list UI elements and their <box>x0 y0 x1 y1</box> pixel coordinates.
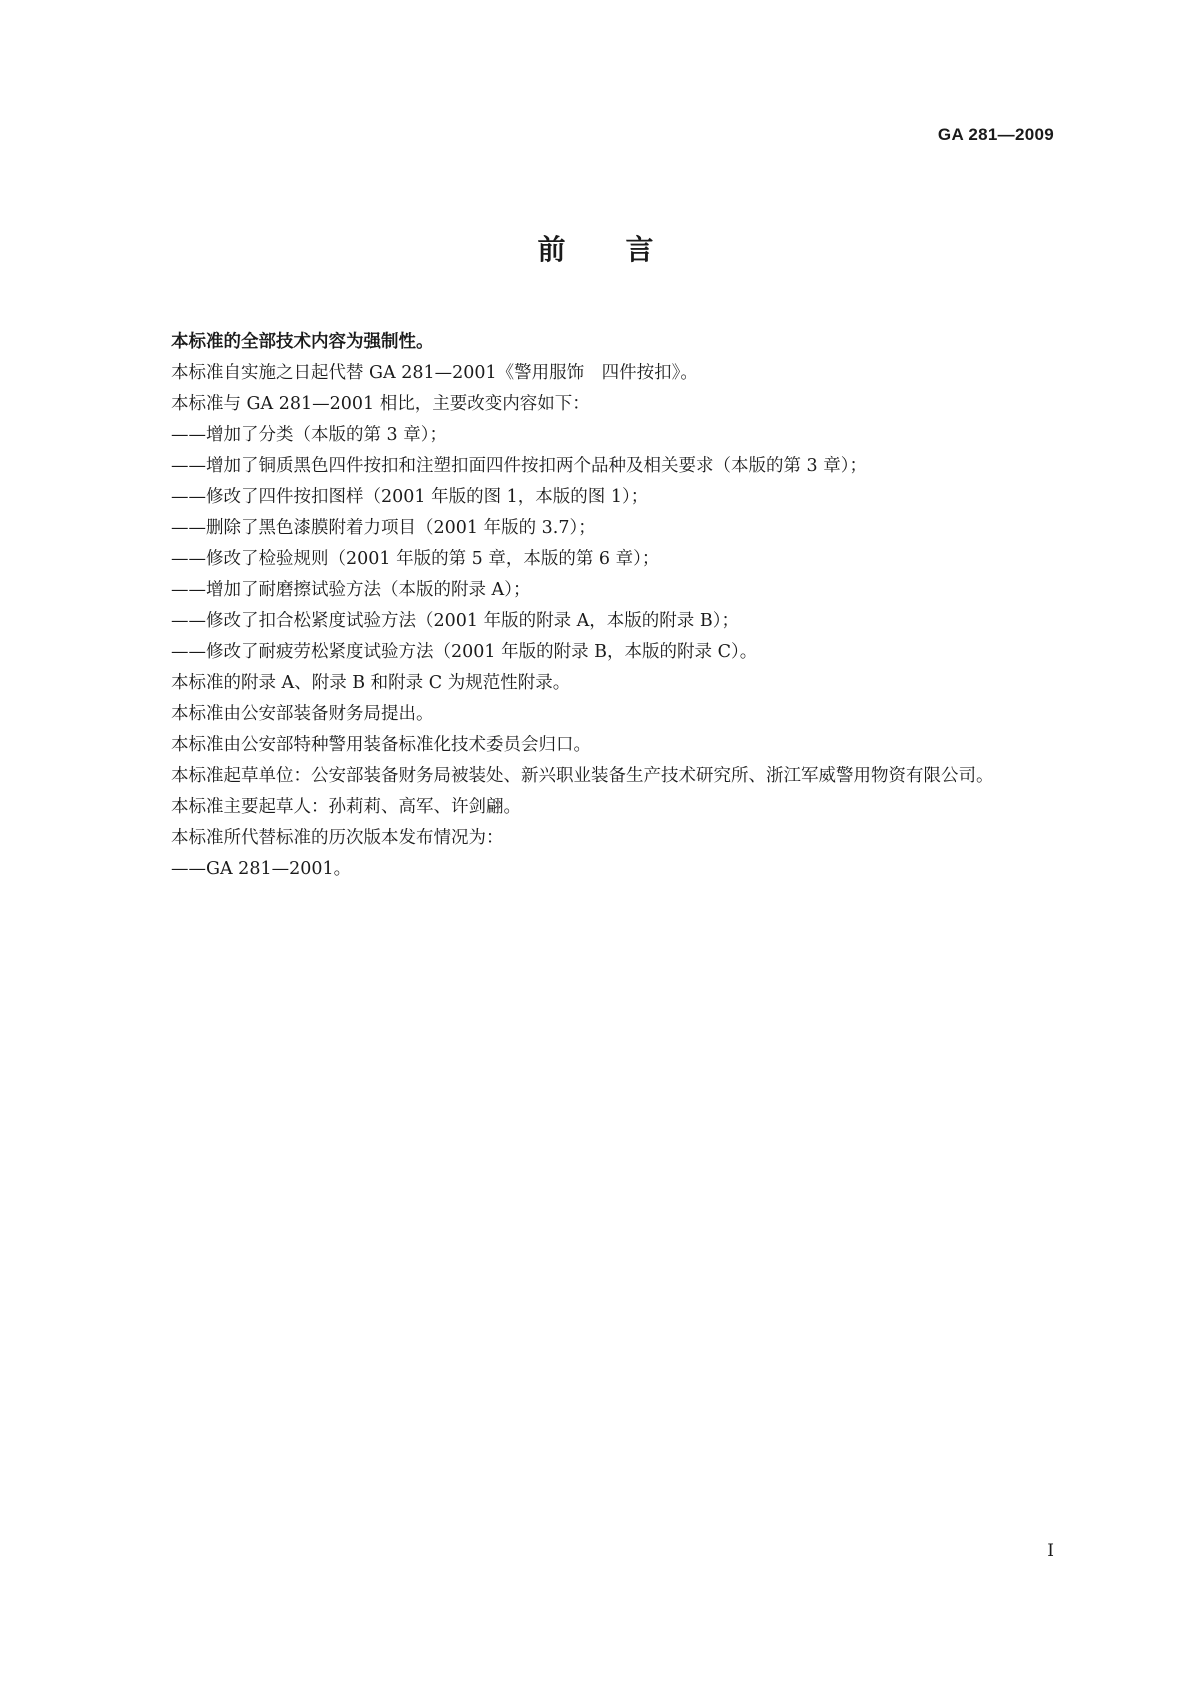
paragraph-annexes: 本标准的附录 A、附录 B 和附录 C 为规范性附录。 <box>171 673 571 693</box>
history-item: ——GA 281—2001。 <box>171 859 352 879</box>
change-item: ——修改了四件按扣图样（2001 年版的图 1，本版的图 1）； <box>171 487 649 507</box>
change-item: ——增加了铜质黑色四件按扣和注塑扣面四件按扣两个品种及相关要求（本版的第 3 章）； <box>171 456 868 476</box>
paragraph-committee: 本标准由公安部特种警用装备标准化技术委员会归口。 <box>171 735 591 755</box>
paragraph-drafting-units: 本标准起草单位：公安部装备财务局被装处、新兴职业装备生产技术研究所、浙江军威警用物资有限公司。 <box>171 766 994 786</box>
page-number: I <box>1047 1541 1054 1561</box>
paragraph-mandatory-statement: 本标准的全部技术内容为强制性。 <box>171 332 434 352</box>
change-item: ——删除了黑色漆膜附着力项目（2001 年版的 3.7）； <box>171 518 596 538</box>
standard-code-header: GA 281—2009 <box>937 125 1054 144</box>
change-item: ——增加了分类（本版的第 3 章）； <box>171 425 448 445</box>
change-item: ——修改了扣合松紧度试验方法（2001 年版的附录 A，本版的附录 B）； <box>171 611 739 631</box>
change-item: ——增加了耐磨擦试验方法（本版的附录 A）； <box>171 580 531 600</box>
paragraph-changes-intro: 本标准与 GA 281—2001 相比，主要改变内容如下： <box>171 394 590 414</box>
paragraph-drafters: 本标准主要起草人：孙莉莉、高军、许剑翩。 <box>171 797 521 817</box>
change-item: ——修改了检验规则（2001 年版的第 5 章，本版的第 6 章）； <box>171 549 660 569</box>
paragraph-proposer: 本标准由公安部装备财务局提出。 <box>171 704 434 724</box>
paragraph-replacement: 本标准自实施之日起代替 GA 281—2001《警用服饰 四件按扣》。 <box>171 363 698 383</box>
change-item: ——修改了耐疲劳松紧度试验方法（2001 年版的附录 B，本版的附录 C）。 <box>171 642 758 662</box>
paragraph-history-intro: 本标准所代替标准的历次版本发布情况为： <box>171 828 504 848</box>
foreword-body <box>136 327 1056 885</box>
page-title: 前言 <box>537 233 714 266</box>
